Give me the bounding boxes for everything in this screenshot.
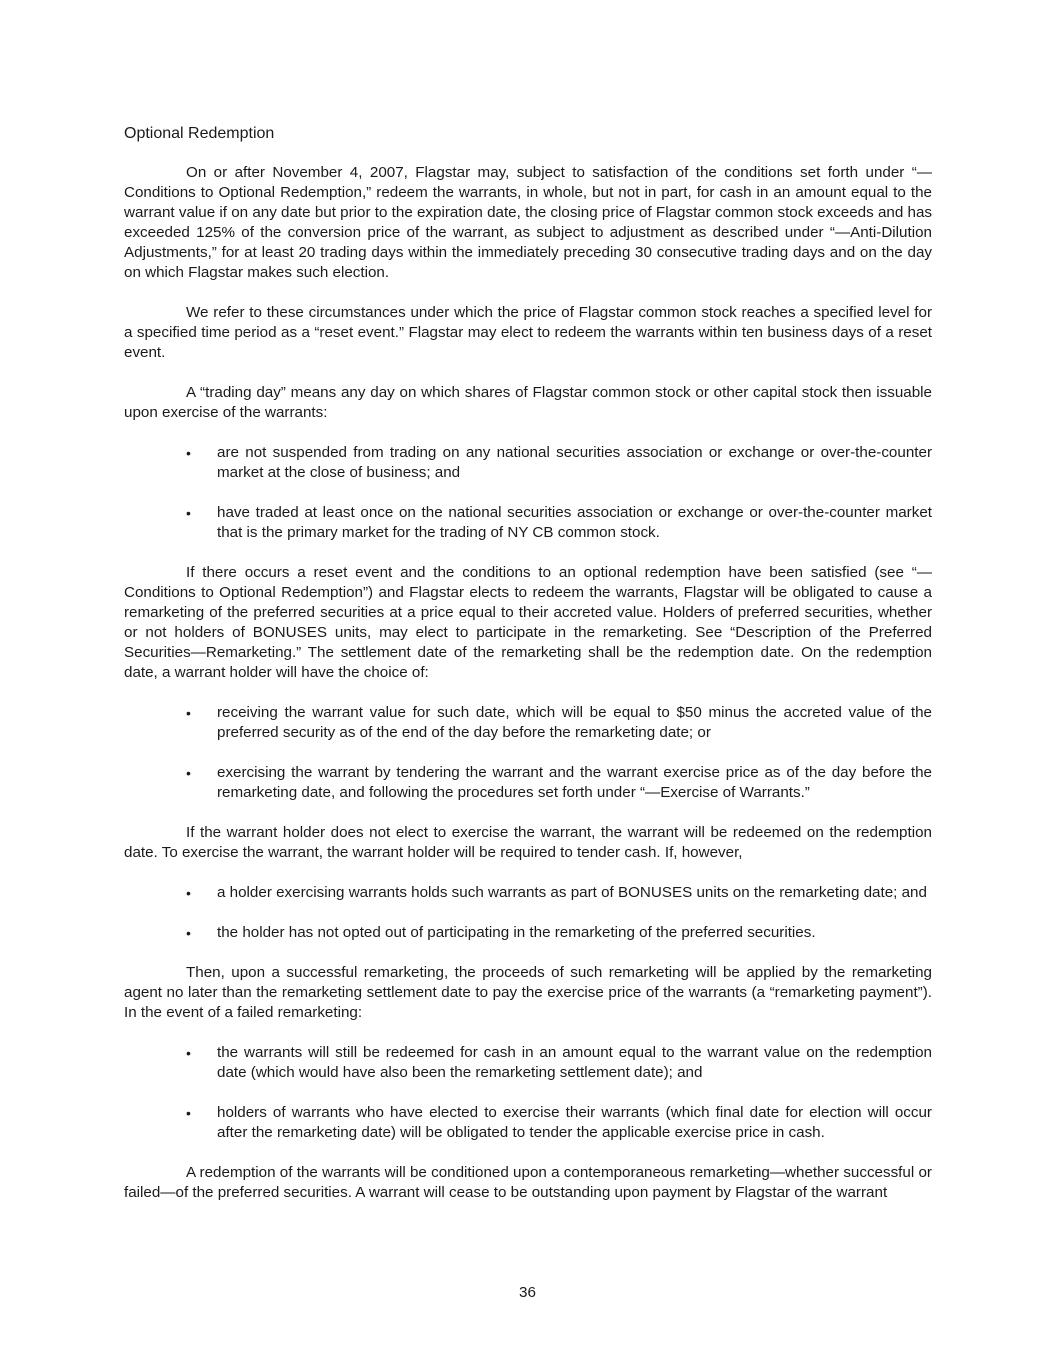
page-number: 36: [519, 1284, 536, 1301]
list-item-text: have traded at least once on the national securities association or exchange or over-the-counter market that is the primary market for the trading of NY CB common stock.: [217, 504, 932, 541]
bullet-icon: •: [186, 505, 191, 521]
trading-day-list: [124, 443, 932, 543]
list-item-text: the holder has not opted out of participating in the remarketing of the preferred securities.: [217, 924, 816, 941]
paragraph-remarketing: If there occurs a reset event and the conditions to an optional redemption have been satisfied (see “—Conditions to Optional Redemption”) and Flagstar elects to redeem the warrants, Flagstar will be obligated to cause a remarketing of the preferred securities at a price equal to their accreted value. Holders of preferred securities, whether or not holders of BONUSES units, may elect to participate in the remarketing. See “Description of the Preferred Securities—Remarketing.” The settlement date of the remarketing shall be the redemption date. On the redemption date, a warrant holder will have the choice of:: [124, 564, 932, 681]
list-item: [124, 923, 932, 943]
bullet-icon: •: [186, 925, 191, 941]
list-item-text: holders of warrants who have elected to exercise their warrants (which final date for election will occur after the remarketing date) will be obligated to tender the applicable exercise price in cash.: [217, 1104, 932, 1141]
document-page: [124, 124, 932, 1223]
list-item-text: are not suspended from trading on any national securities association or exchange or over-the-counter market at the close of business; and: [217, 444, 932, 481]
list-item: [124, 883, 932, 903]
paragraph-optional-redemption: On or after November 4, 2007, Flagstar may, subject to satisfaction of the conditions set forth under “—Conditions to Optional Redemption,” redeem the warrants, in whole, but not in part, for cash in an amount equal to the warrant value if on any date but prior to the expiration date, the closing price of Flagstar common stock exceeds and has exceeded 125% of the conversion price of the warrant, as subject to adjustment as described under “—Anti-Dilution Adjustments,” for at least 20 trading days within the immediately preceding 30 consecutive trading days and on the day on which Flagstar makes such election.: [124, 164, 932, 281]
holder-choice-list: [124, 703, 932, 803]
bullet-icon: •: [186, 1045, 191, 1061]
list-item: [124, 1103, 932, 1143]
list-item: [124, 763, 932, 803]
list-item-text: a holder exercising warrants holds such warrants as part of BONUSES units on the remarketing date; and: [217, 884, 927, 901]
list-item: [124, 503, 932, 543]
paragraph-successful-remarketing: Then, upon a successful remarketing, the proceeds of such remarketing will be applied by the remarketing agent no later than the remarketing settlement date to pay the exercise price of the warrants (a “remarketing payment”). In the event of a failed remarketing:: [124, 964, 932, 1021]
list-item-text: the warrants will still be redeemed for cash in an amount equal to the warrant value on the redemption date (which would have also been the remarketing settlement date); and: [217, 1044, 932, 1081]
bullet-icon: •: [186, 445, 191, 461]
paragraph-conditioned-redemption: A redemption of the warrants will be conditioned upon a contemporaneous remarketing—whether successful or failed—of the preferred securities. A warrant will cease to be outstanding upon payment by Flagstar of the warrant: [124, 1164, 932, 1201]
failed-remarketing-list: [124, 1043, 932, 1143]
bullet-icon: •: [186, 765, 191, 781]
list-item-text: exercising the warrant by tendering the warrant and the warrant exercise price as of the day before the remarketing date, and following the procedures set forth under “—Exercise of Warrants.”: [217, 764, 932, 801]
bullet-icon: •: [186, 1105, 191, 1121]
holder-conditions-list: [124, 883, 932, 943]
list-item: [124, 1043, 932, 1083]
paragraph-redeem-if-not-exercised: If the warrant holder does not elect to exercise the warrant, the warrant will be redeemed on the redemption date. To exercise the warrant, the warrant holder will be required to tender cash. If, however,: [124, 824, 932, 861]
list-item: [124, 703, 932, 743]
list-item: [124, 443, 932, 483]
bullet-icon: •: [186, 885, 191, 901]
paragraph-trading-day: A “trading day” means any day on which shares of Flagstar common stock or other capital stock then issuable upon exercise of the warrants:: [124, 384, 932, 421]
paragraph-reset-event: We refer to these circumstances under which the price of Flagstar common stock reaches a specified level for a specified time period as a “reset event.” Flagstar may elect to redeem the warrants within ten business days of a reset event.: [124, 304, 932, 361]
section-heading: Optional Redemption: [124, 125, 275, 142]
bullet-icon: •: [186, 705, 191, 721]
list-item-text: receiving the warrant value for such date, which will be equal to $50 minus the accreted value of the preferred security as of the end of the day before the remarketing date; or: [217, 704, 932, 741]
